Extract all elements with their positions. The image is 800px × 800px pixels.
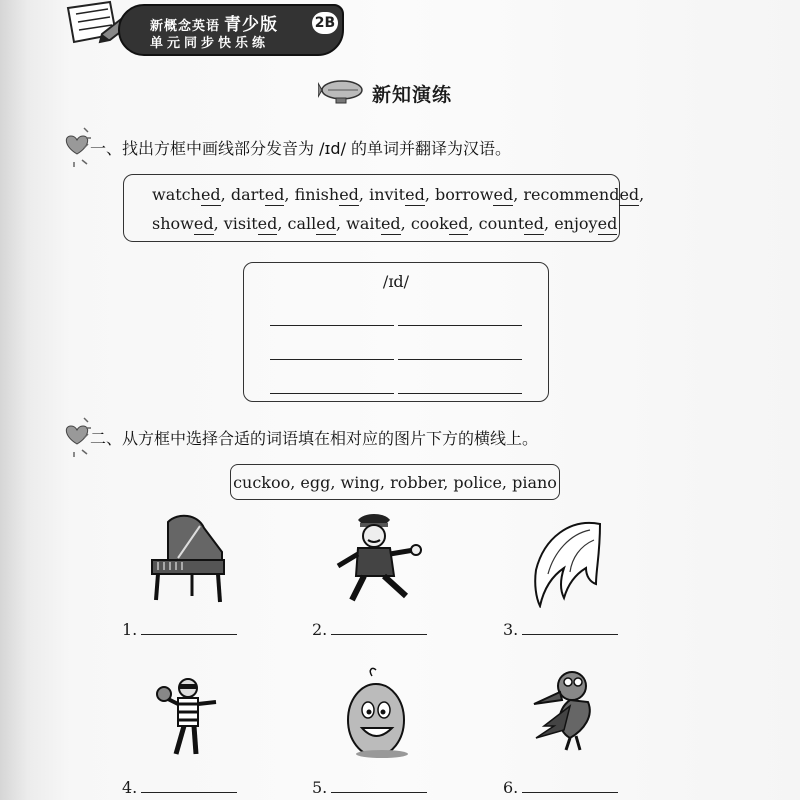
underlined-ending: ed — [339, 185, 359, 204]
underlined-ending: ed — [524, 214, 545, 233]
answer-line[interactable] — [398, 325, 522, 326]
item-number-6: 6. — [503, 778, 519, 797]
word-item: cooked, — [410, 214, 479, 233]
word-item: waited, — [346, 214, 411, 233]
phoneme-label: /ɪd/ — [382, 272, 410, 291]
answer-blank-5[interactable] — [331, 792, 427, 793]
answer-blank-4[interactable] — [141, 792, 237, 793]
answer-line[interactable] — [270, 359, 394, 360]
level-badge: 2B — [312, 12, 338, 34]
blimp-icon — [318, 78, 368, 106]
answer-line[interactable] — [398, 393, 522, 394]
heart-bullet-icon — [62, 124, 92, 168]
word-box — [123, 174, 645, 242]
word-item: visited, — [223, 214, 288, 233]
item-number-2: 2. — [312, 620, 328, 639]
underlined-ending: ed — [264, 185, 285, 204]
piano-icon — [148, 512, 230, 604]
underlined-ending: ed — [493, 185, 514, 204]
series-tagline: 单元同步快乐练 — [150, 36, 270, 51]
answer-blank-2[interactable] — [331, 634, 427, 635]
answer-box — [243, 262, 549, 402]
answer-blank-3[interactable] — [522, 634, 618, 635]
police-icon — [334, 510, 424, 604]
section-title: 新知演练 — [372, 84, 453, 106]
series-title: 新概念英语 青少版 — [150, 15, 279, 35]
word-item: darted, — [230, 185, 295, 204]
answer-blank-1[interactable] — [141, 634, 237, 635]
underlined-ending: ed — [257, 214, 278, 233]
word-item: finished, — [294, 185, 370, 204]
word-item: watched, — [152, 185, 231, 204]
answer-line[interactable] — [398, 359, 522, 360]
answer-line[interactable] — [270, 393, 394, 394]
robber-icon — [156, 676, 220, 758]
egg-icon — [338, 666, 416, 760]
word-item: borrowed, — [434, 185, 524, 204]
heart-bullet-icon — [62, 414, 92, 458]
choice-box — [230, 464, 560, 500]
series-subtitle: 青少版 — [224, 15, 279, 35]
word-line-1 — [152, 185, 644, 204]
underlined-ending: ed — [619, 185, 640, 204]
item-number-3: 3. — [503, 620, 519, 639]
underlined-ending: ed — [193, 214, 214, 233]
underlined-ending: ed — [448, 214, 469, 233]
word-item: counted, — [478, 214, 555, 233]
cuckoo-icon — [530, 666, 604, 752]
item-number-5: 5. — [312, 778, 328, 797]
question1-heading: 一、找出方框中画线部分发音为 /ɪd/ 的单词并翻译为汉语。 — [90, 139, 512, 158]
word-item: invited, — [369, 185, 435, 204]
word-item: showed, — [152, 214, 224, 233]
word-item: called, — [287, 214, 347, 233]
answer-line[interactable] — [270, 325, 394, 326]
wing-icon — [530, 514, 604, 608]
answer-blank-6[interactable] — [522, 792, 618, 793]
word-item: enjoyed — [554, 214, 618, 233]
item-number-1: 1. — [122, 620, 138, 639]
underlined-ending: ed — [405, 185, 425, 204]
choice-words: cuckoo, egg, wing, robber, police, piano — [233, 473, 557, 492]
underlined-ending: ed — [380, 214, 401, 233]
question2-heading: 二、从方框中选择合适的词语填在相对应的图片下方的横线上。 — [90, 429, 539, 448]
underlined-ending: ed — [597, 214, 618, 233]
underlined-ending: ed — [200, 185, 221, 204]
word-item: recommended, — [523, 185, 645, 204]
item-number-4: 4. — [122, 778, 138, 797]
word-line-2 — [152, 214, 617, 233]
series-banner — [118, 4, 344, 56]
underlined-ending: ed — [316, 214, 336, 233]
